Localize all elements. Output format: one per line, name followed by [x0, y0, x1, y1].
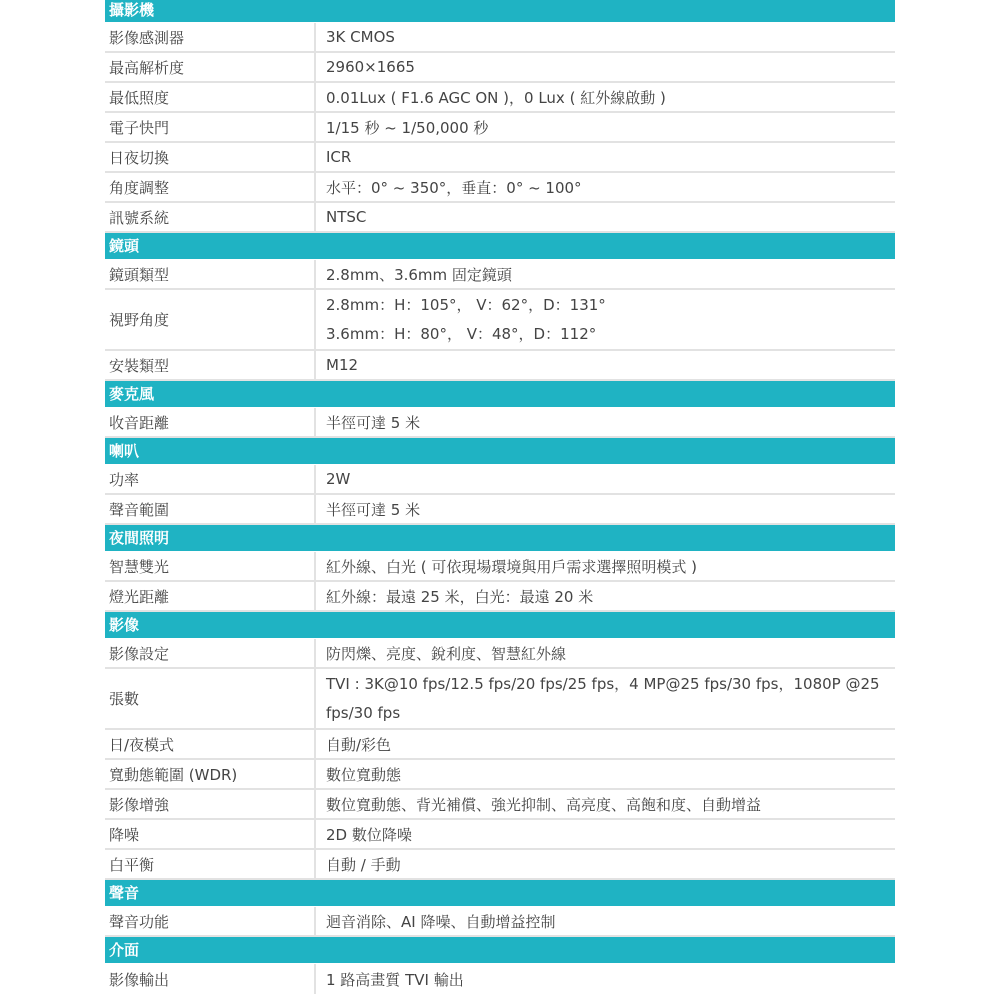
- spec-row-lens-type: [105, 260, 895, 290]
- spec-row-min-illumination: [105, 83, 895, 113]
- section-header-camera: 攝影機: [105, 0, 895, 23]
- spec-value: NTSC: [326, 208, 367, 226]
- spec-label: 最低照度: [105, 83, 316, 111]
- spec-row-power: [105, 465, 895, 495]
- spec-value: 數位寬動態: [326, 765, 402, 784]
- spec-label: 聲音功能: [105, 907, 316, 935]
- spec-value: 3K CMOS: [326, 28, 395, 46]
- spec-value: 2.8mm、3.6mm 固定鏡頭: [326, 265, 512, 284]
- spec-row-image-settings: [105, 639, 895, 669]
- spec-row-day-night-mode: [105, 730, 895, 760]
- spec-label: 寬動態範圍 (WDR): [105, 760, 316, 788]
- spec-value: 自動/彩色: [326, 735, 392, 754]
- spec-label: 降噪: [105, 820, 316, 848]
- spec-value: 紅外線：最遠 25 米，白光：最遠 20 米: [326, 587, 594, 606]
- section-header-image: 影像: [105, 612, 895, 639]
- spec-value: 防閃爍、亮度、銳利度、智慧紅外線: [326, 644, 567, 663]
- spec-table: [105, 0, 895, 994]
- section-header-lens: 鏡頭: [105, 233, 895, 260]
- section-header-audio: 聲音: [105, 880, 895, 907]
- spec-row-noise-reduction: [105, 820, 895, 850]
- spec-row-field-of-view: [105, 290, 895, 351]
- spec-label: 影像增強: [105, 790, 316, 818]
- spec-label: 角度調整: [105, 173, 316, 201]
- spec-row-sound-range: [105, 495, 895, 525]
- spec-value: 半徑可達 5 米: [326, 413, 421, 432]
- spec-row-video-output: [105, 964, 895, 994]
- spec-row-image-sensor: [105, 23, 895, 53]
- spec-value: 半徑可達 5 米: [326, 500, 421, 519]
- spec-label: 安裝類型: [105, 351, 316, 379]
- spec-row-image-enhancement: [105, 790, 895, 820]
- spec-row-max-resolution: [105, 53, 895, 83]
- spec-value: 水平：0° ~ 350°，垂直：0° ~ 100°: [326, 178, 582, 197]
- section-header-interface: 介面: [105, 937, 895, 964]
- spec-row-white-balance: [105, 850, 895, 880]
- spec-value-line: 3.6mm：H：80°， V：48°，D：112°: [326, 324, 597, 343]
- spec-value: 1 路高畫質 TVI 輸出: [326, 970, 464, 989]
- spec-row-shutter: [105, 113, 895, 143]
- spec-value-line: TVI : 3K@10 fps/12.5 fps/20 fps/25 fps，4 MP@25 fps/30 fps，1080P @25: [326, 674, 880, 693]
- spec-label: 影像輸出: [105, 964, 316, 994]
- spec-label: 功率: [105, 465, 316, 493]
- spec-row-audio-features: [105, 907, 895, 937]
- spec-label: 影像設定: [105, 639, 316, 667]
- section-header-speaker: 喇叭: [105, 438, 895, 465]
- spec-value: ICR: [326, 148, 352, 166]
- spec-value: 自動 / 手動: [326, 855, 401, 874]
- spec-value: 1/15 秒 ~ 1/50,000 秒: [326, 118, 489, 137]
- spec-value: 0.01Lux ( F1.6 AGC ON )，0 Lux ( 紅外線啟動 ): [326, 88, 666, 107]
- spec-label: 影像感測器: [105, 23, 316, 51]
- spec-value: 紅外線、白光 ( 可依現場環境與用戶需求選擇照明模式 ): [326, 557, 698, 576]
- spec-row-pickup-distance: [105, 408, 895, 438]
- spec-value: 迴音消除、AI 降噪、自動增益控制: [326, 912, 556, 931]
- spec-row-signal-system: [105, 203, 895, 233]
- spec-row-wdr: [105, 760, 895, 790]
- spec-label: 聲音範圍: [105, 495, 316, 523]
- spec-value: [316, 290, 895, 349]
- spec-value: 2960×1665: [326, 58, 415, 76]
- section-header-night-lighting: 夜間照明: [105, 525, 895, 552]
- spec-row-day-night: [105, 143, 895, 173]
- spec-label: 訊號系統: [105, 203, 316, 231]
- spec-row-mount-type: [105, 351, 895, 381]
- spec-label: 視野角度: [105, 290, 316, 349]
- spec-value: [316, 669, 895, 728]
- spec-label: 電子快門: [105, 113, 316, 141]
- spec-value: M12: [326, 356, 359, 374]
- spec-label: 日夜切換: [105, 143, 316, 171]
- spec-label: 張數: [105, 669, 316, 728]
- spec-row-angle-adjust: [105, 173, 895, 203]
- spec-value-line: 2.8mm：H：105°， V：62°，D：131°: [326, 295, 606, 314]
- spec-row-frame-rate: [105, 669, 895, 730]
- spec-label: 收音距離: [105, 408, 316, 436]
- section-header-microphone: 麥克風: [105, 381, 895, 408]
- spec-label: 鏡頭類型: [105, 260, 316, 288]
- spec-label: 智慧雙光: [105, 552, 316, 580]
- spec-value: 2D 數位降噪: [326, 825, 412, 844]
- spec-row-dual-light: [105, 552, 895, 582]
- spec-value: 2W: [326, 470, 351, 488]
- spec-value-line: fps/30 fps: [326, 703, 401, 722]
- spec-label: 燈光距離: [105, 582, 316, 610]
- spec-label: 白平衡: [105, 850, 316, 878]
- spec-row-light-distance: [105, 582, 895, 612]
- spec-label: 最高解析度: [105, 53, 316, 81]
- spec-label: 日/夜模式: [105, 730, 316, 758]
- spec-value: 數位寬動態、背光補償、強光抑制、高亮度、高飽和度、自動增益: [326, 795, 762, 814]
